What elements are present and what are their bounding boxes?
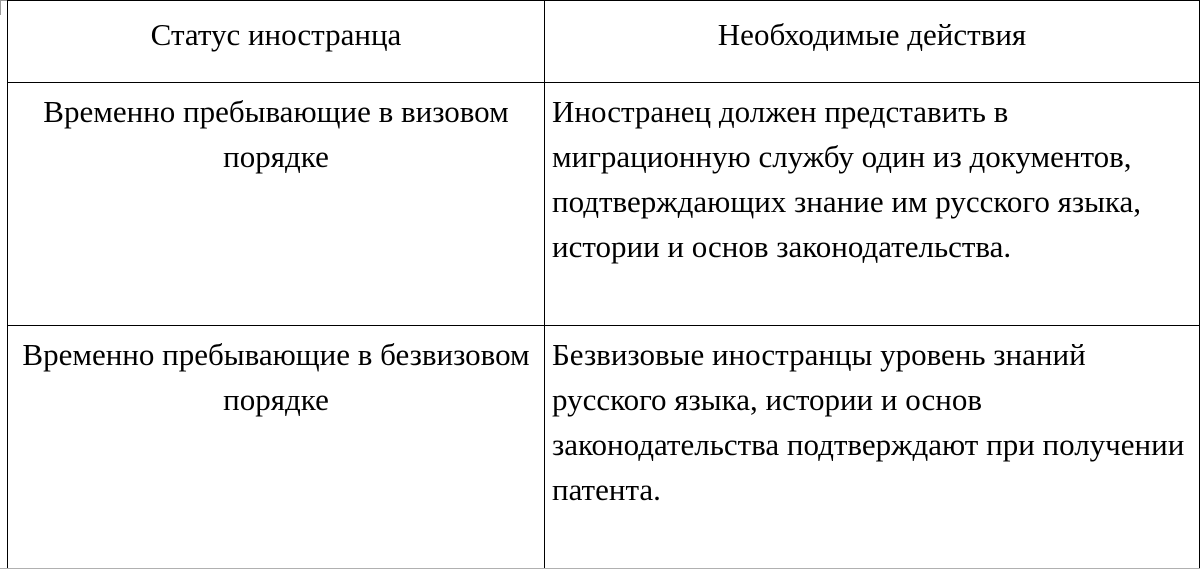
header-cell-status	[8, 1, 545, 83]
status-text: Временно пребывающие в визовом порядке	[43, 94, 509, 174]
actions-cell	[545, 326, 1200, 569]
status-cell	[8, 83, 545, 326]
actions-cell	[545, 83, 1200, 326]
actions-text: Иностранец должен представить в миграционную службу один из документов, подтверждающих знание им русского языка, истории и основ законодательства.	[552, 94, 1142, 264]
page-corner-mark	[0, 0, 7, 15]
requirements-table	[7, 0, 1200, 569]
header-cell-actions	[545, 1, 1200, 83]
status-cell	[8, 326, 545, 569]
status-text: Временно пребывающие в безвизовом порядке	[22, 337, 530, 417]
page-bottom-rule	[0, 568, 1200, 569]
table-row	[8, 83, 1200, 326]
table-header-row	[8, 1, 1200, 83]
table-row	[8, 326, 1200, 569]
header-actions-label: Необходимые действия	[717, 17, 1027, 52]
actions-text: Безвизовые иностранцы уровень знаний русского языка, истории и основ законодательства подтверждают при получении патента.	[552, 337, 1185, 507]
header-status-label: Статус иностранца	[150, 17, 402, 52]
